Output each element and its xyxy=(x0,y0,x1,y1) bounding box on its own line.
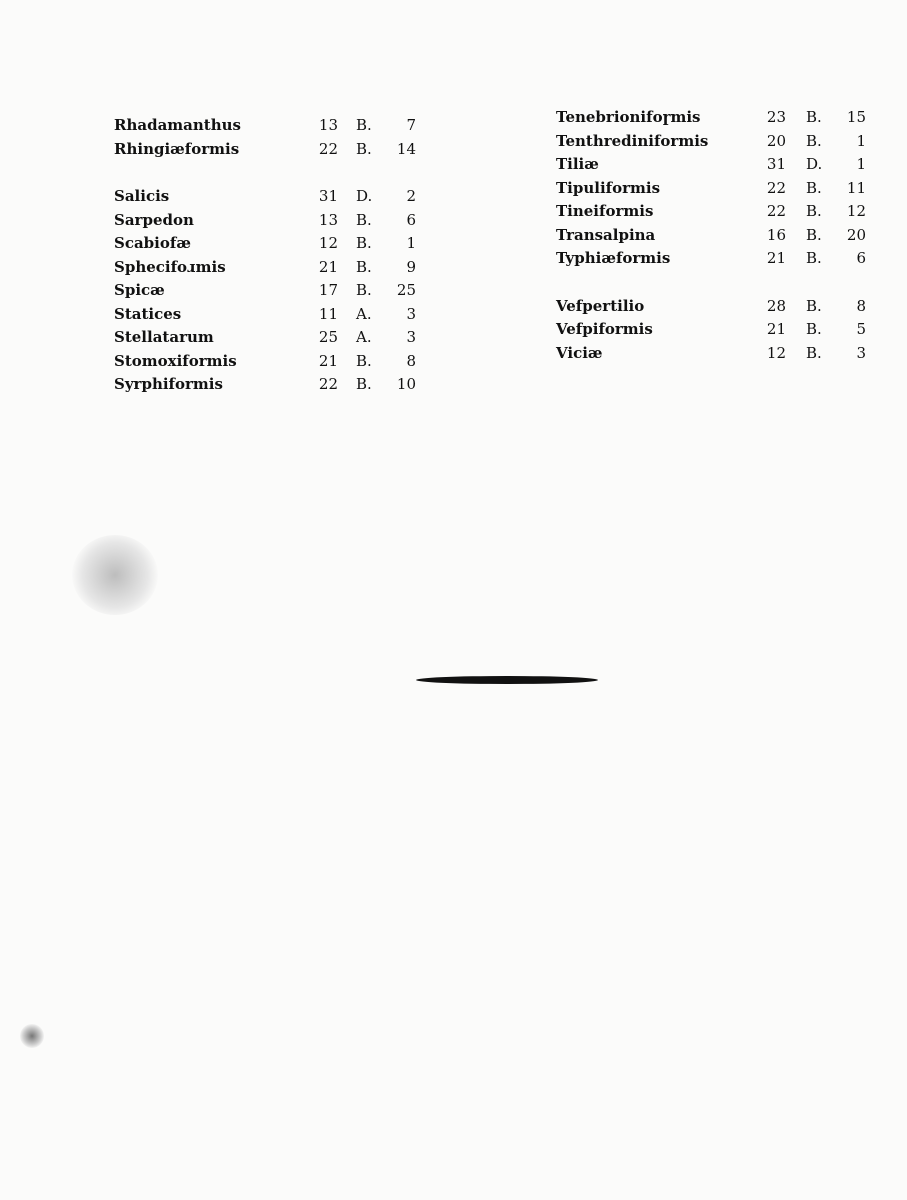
index-column-right xyxy=(556,106,876,365)
index-entry xyxy=(114,326,424,350)
entry-letter: B. xyxy=(806,225,822,244)
entry-value: 14 xyxy=(396,139,416,158)
index-entry xyxy=(556,130,876,154)
entry-letter: D. xyxy=(806,155,823,173)
index-entry xyxy=(556,224,876,248)
entry-letter: B. xyxy=(806,343,822,362)
entry-letter: B. xyxy=(356,281,372,299)
entry-number: 12 xyxy=(766,343,786,362)
entry-letter: B. xyxy=(806,131,822,150)
entry-name: Tiliæ xyxy=(556,155,599,173)
entry-number: 22 xyxy=(766,178,786,197)
entry-letter: B. xyxy=(356,351,372,370)
index-entry xyxy=(556,295,876,319)
entry-name: Typhiæformis xyxy=(556,249,671,267)
entry-value: 6 xyxy=(406,210,416,229)
entry-number: 31 xyxy=(318,187,338,205)
entry-value: 2 xyxy=(406,187,416,205)
index-entry xyxy=(114,138,424,162)
entry-number: 31 xyxy=(766,155,786,173)
entry-value: 1 xyxy=(406,234,416,252)
entry-letter: B. xyxy=(806,178,822,197)
entry-value: 7 xyxy=(406,116,416,134)
entry-value: 3 xyxy=(406,304,416,323)
index-column-left xyxy=(114,114,424,397)
entry-number: 25 xyxy=(318,328,338,346)
entry-letter: B. xyxy=(356,375,372,393)
entry-name: Transalpina xyxy=(556,225,656,244)
entry-value: 6 xyxy=(856,249,866,267)
index-entry xyxy=(556,247,876,271)
index-entry xyxy=(114,279,424,303)
entry-number: 13 xyxy=(318,210,338,229)
index-entry xyxy=(556,342,876,366)
entry-number: 21 xyxy=(766,249,786,267)
entry-letter: D. xyxy=(356,187,373,205)
entry-number: 28 xyxy=(766,296,786,315)
entry-number: 20 xyxy=(766,131,786,150)
entry-name: Spicæ xyxy=(114,281,165,299)
entry-letter: B. xyxy=(806,296,822,315)
entry-number: 22 xyxy=(318,139,338,158)
entry-number: 11 xyxy=(318,304,338,323)
entry-number: 22 xyxy=(766,202,786,220)
entry-name: Scabiofæ xyxy=(114,234,191,252)
entry-number: 23 xyxy=(766,108,786,126)
entry-letter: B. xyxy=(806,108,822,126)
index-entry xyxy=(114,373,424,397)
entry-value: 10 xyxy=(396,375,416,393)
entry-value: 5 xyxy=(856,320,866,338)
entry-value: 1 xyxy=(856,131,866,150)
index-entry xyxy=(114,114,424,138)
entry-name: Stomoxiformis xyxy=(114,351,237,370)
entry-letter: B. xyxy=(806,249,822,267)
entry-name: Vefpiformis xyxy=(556,320,653,338)
section-gap xyxy=(556,271,876,295)
index-entry xyxy=(114,209,424,233)
index-entry xyxy=(556,318,876,342)
entry-letter: B. xyxy=(356,234,372,252)
entry-letter: B. xyxy=(356,139,372,158)
entry-letter: A. xyxy=(356,304,372,323)
entry-number: 17 xyxy=(318,281,338,299)
entry-value: 12 xyxy=(846,202,866,220)
entry-number: 21 xyxy=(766,320,786,338)
ink-blot xyxy=(20,1024,44,1048)
index-entry xyxy=(114,303,424,327)
entry-name: Stellatarum xyxy=(114,328,214,346)
index-entry xyxy=(556,200,876,224)
entry-name: Tineiformis xyxy=(556,202,654,220)
entry-name: Tipuliformis xyxy=(556,178,661,197)
entry-name: Tenebrionifoɼmis xyxy=(556,108,701,126)
entry-name: Salicis xyxy=(114,187,170,205)
index-entry xyxy=(114,185,424,209)
entry-value: 15 xyxy=(846,108,866,126)
entry-value: 20 xyxy=(846,225,866,244)
entry-number: 22 xyxy=(318,375,338,393)
end-rule xyxy=(416,676,598,684)
section-gap xyxy=(114,161,424,185)
entry-name: Sphecifoɹmis xyxy=(114,257,226,276)
ink-smudge xyxy=(72,535,158,615)
entry-value: 1 xyxy=(856,155,866,173)
index-entry xyxy=(556,177,876,201)
entry-number: 12 xyxy=(318,234,338,252)
index-entry xyxy=(114,256,424,280)
index-entry xyxy=(556,153,876,177)
entry-name: Viciæ xyxy=(556,343,603,362)
entry-value: 25 xyxy=(396,281,416,299)
entry-letter: B. xyxy=(356,116,372,134)
entry-name: Syrphiformis xyxy=(114,375,223,393)
entry-letter: A. xyxy=(356,328,372,346)
entry-name: Statices xyxy=(114,304,182,323)
entry-value: 11 xyxy=(846,178,866,197)
entry-value: 8 xyxy=(856,296,866,315)
entry-letter: B. xyxy=(806,320,822,338)
entry-number: 13 xyxy=(318,116,338,134)
index-entry xyxy=(114,350,424,374)
index-entry xyxy=(556,106,876,130)
entry-letter: B. xyxy=(806,202,822,220)
entry-name: Tenthrediniformis xyxy=(556,131,709,150)
entry-letter: B. xyxy=(356,210,372,229)
entry-value: 3 xyxy=(856,343,866,362)
entry-number: 16 xyxy=(766,225,786,244)
entry-name: Vefpertilio xyxy=(556,296,645,315)
entry-value: 9 xyxy=(406,257,416,276)
entry-value: 8 xyxy=(406,351,416,370)
index-entry xyxy=(114,232,424,256)
entry-value: 3 xyxy=(406,328,416,346)
entry-name: Sarpedon xyxy=(114,210,194,229)
entry-letter: B. xyxy=(356,257,372,276)
entry-number: 21 xyxy=(318,351,338,370)
entry-name: Rhadamanthus xyxy=(114,116,241,134)
entry-number: 21 xyxy=(318,257,338,276)
entry-name: Rhingiæformis xyxy=(114,139,240,158)
